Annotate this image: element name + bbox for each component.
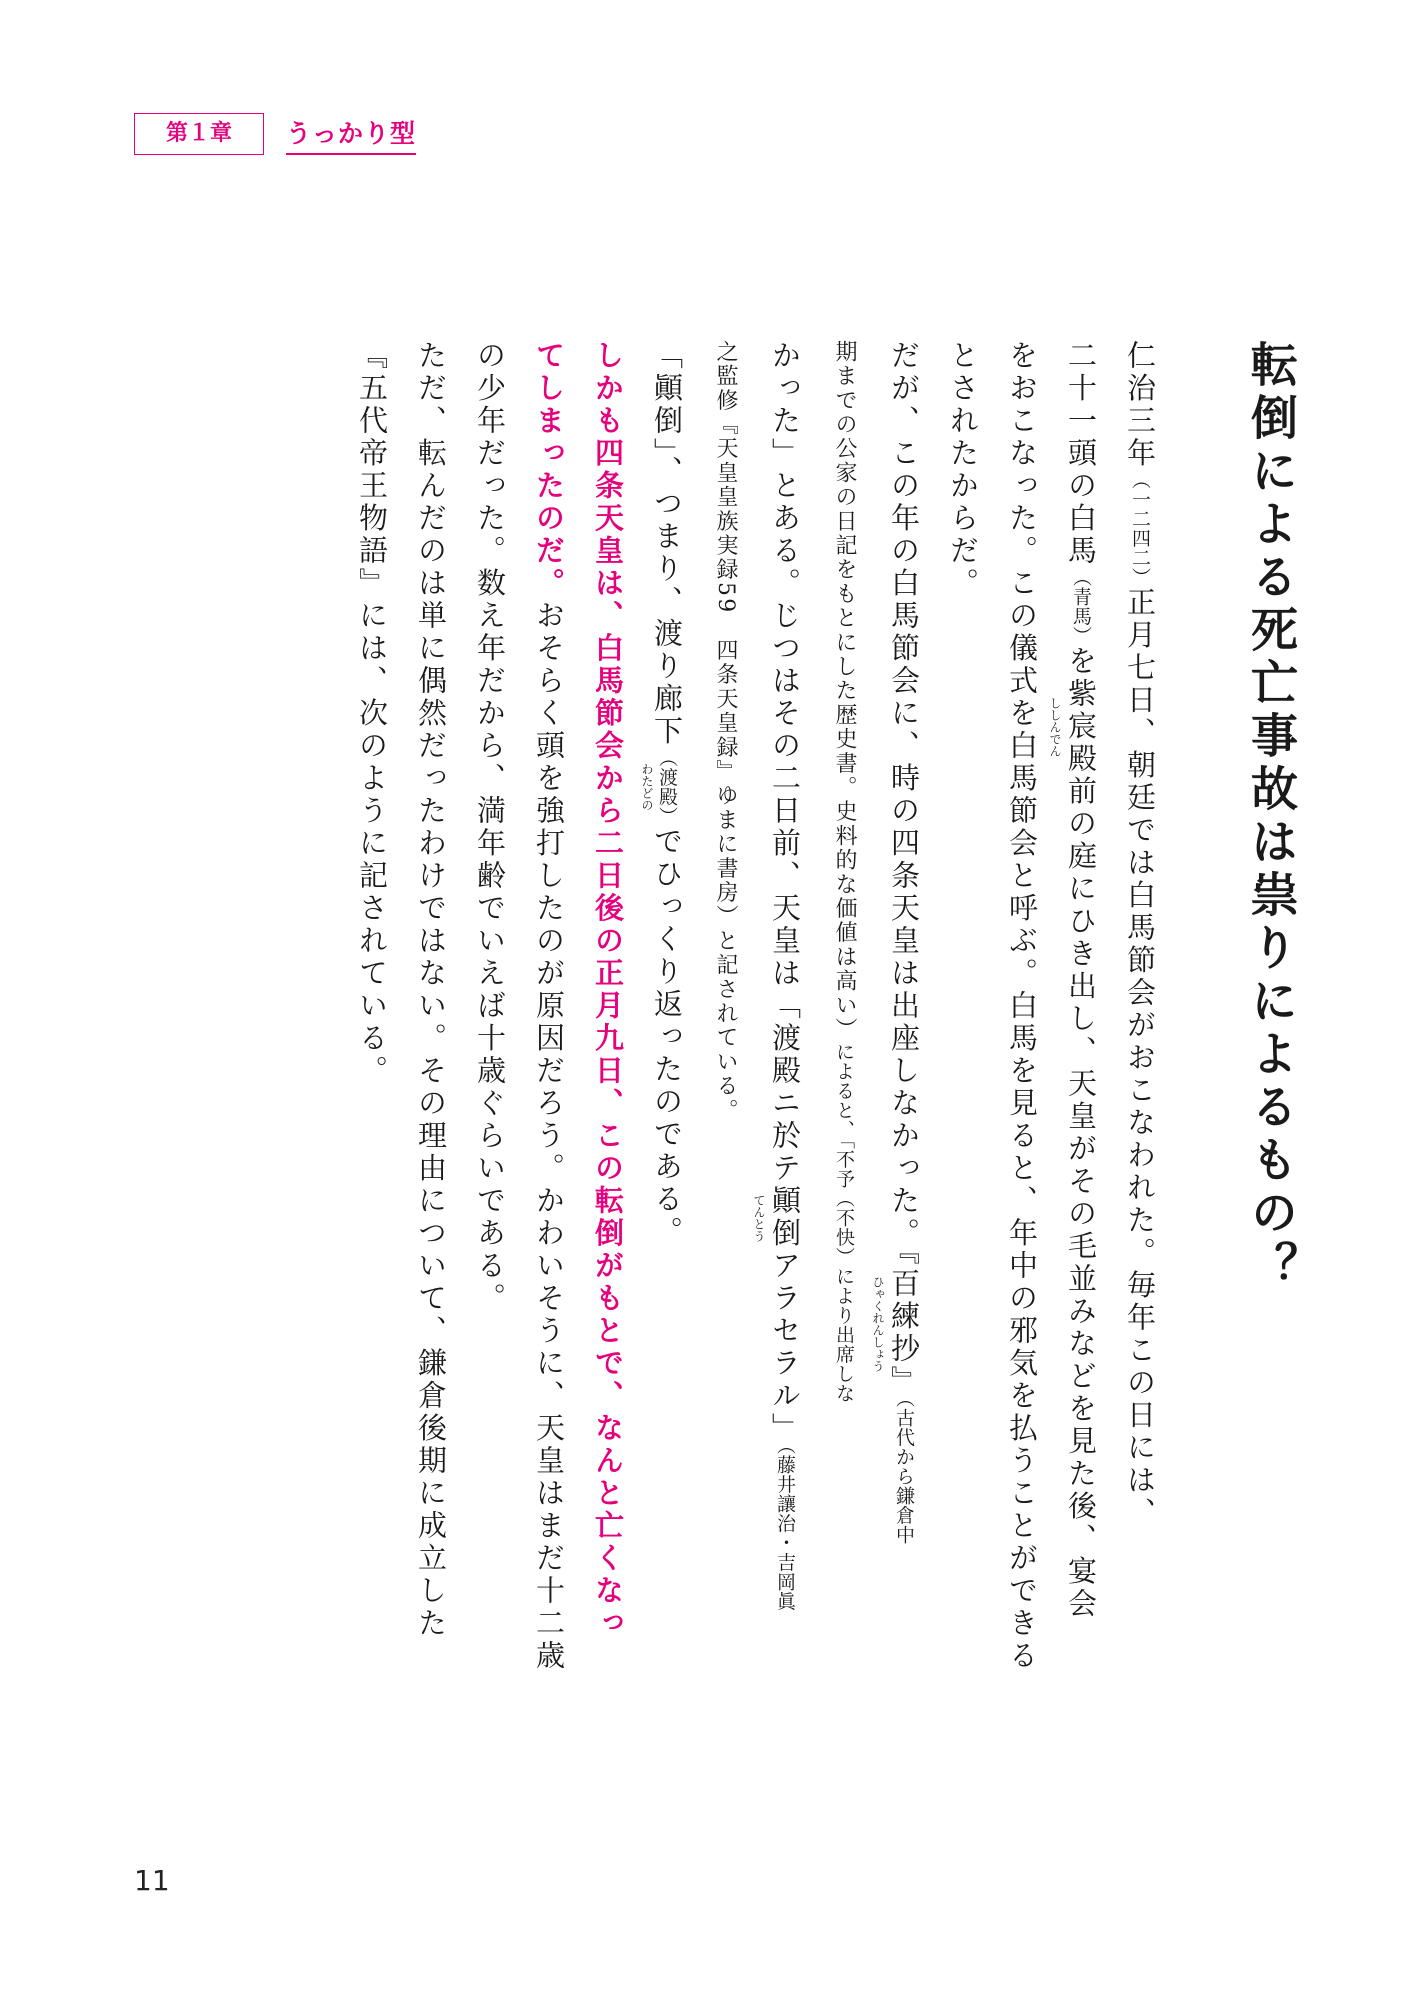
text-line: 之監修『天皇皇族実録59 四条天皇録』ゆまに書房）と記されている。 xyxy=(713,340,738,1123)
ruby-reading: わたどの xyxy=(640,763,654,811)
page-number: 11 xyxy=(134,1864,170,1897)
ruby-text: 『百練抄』 ひゃくれんしょう xyxy=(871,1250,921,1398)
highlighted-text: てしまったのだ。 xyxy=(532,340,566,600)
text-line: だが、この年の白馬節会に、時の四条天皇は出座しなかった。『百練抄』 ひゃくれんしょう （古代から鎌倉中 xyxy=(871,340,921,1545)
body-text xyxy=(100,340,1300,1800)
text-line: の少年だった。数え年だから、満年齢でいえば十歳ぐらいである。 xyxy=(473,340,507,1315)
chapter-label: 第１章 xyxy=(134,113,264,155)
text-line: 期までの公家の日記をもとにした歴史書。史料的な価値は高い）によると、「不予（不快）により出席しな xyxy=(832,340,857,1403)
ruby-reading: ひゃくれんしょう xyxy=(871,1276,885,1372)
text-line: ただ、転んだのは単に偶然だったわけではない。その理由について、鎌倉後期に成立した xyxy=(414,340,448,1640)
text-line: 『五代帝王物語』には、次のように記されている。 xyxy=(355,340,389,1088)
text-line: てしまったのだ。おそらく頭を強打したのが原因だろう。かわいそうに、天皇はまだ十二歳 xyxy=(532,340,566,1673)
text-line: かった」とある。じつはその二日前、天皇は「渡殿ニ於テ顚倒 てんとう アラセラル」（藤井讓治・吉岡眞 xyxy=(752,340,802,1611)
chapter-title: うっかり型 xyxy=(286,114,416,155)
text-line: 仁治三年（一二四二）正月七日、朝廷では白馬節会がおこなわれた。毎年この日には、 xyxy=(1123,340,1157,1530)
ruby-text: 顚倒 てんとう xyxy=(752,1185,802,1250)
ruby-reading: ししんでん xyxy=(1048,696,1062,757)
text-line: とされたからだ。 xyxy=(946,340,980,600)
text-line: 二十一頭の白馬（青馬）を紫宸殿 ししんでん 前の庭にひき出し、天皇がその毛並みなどを見た後、宴会 xyxy=(1048,340,1098,1621)
text-line: をおこなった。この儀式を白馬節会と呼ぶ。白馬を見ると、年中の邪気を払うことができる xyxy=(1005,340,1039,1673)
ruby-reading: てんとう xyxy=(752,1193,766,1242)
highlighted-line: しかも四条天皇は、白馬節会から二日後の正月九日、この転倒がもとで、なんと亡くなっ xyxy=(591,340,625,1640)
section-heading: 転倒による死亡事故は祟りによるもの？ xyxy=(1243,340,1298,1294)
chapter-header xyxy=(134,113,416,155)
ruby-text: 紫宸殿 ししんでん xyxy=(1048,678,1098,776)
ruby-text: （渡殿） わたどの xyxy=(640,748,678,826)
text-line: 「顚倒」、つまり、渡り廊下（渡殿） わたどの でひっくり返ったのである。 xyxy=(640,340,684,1249)
